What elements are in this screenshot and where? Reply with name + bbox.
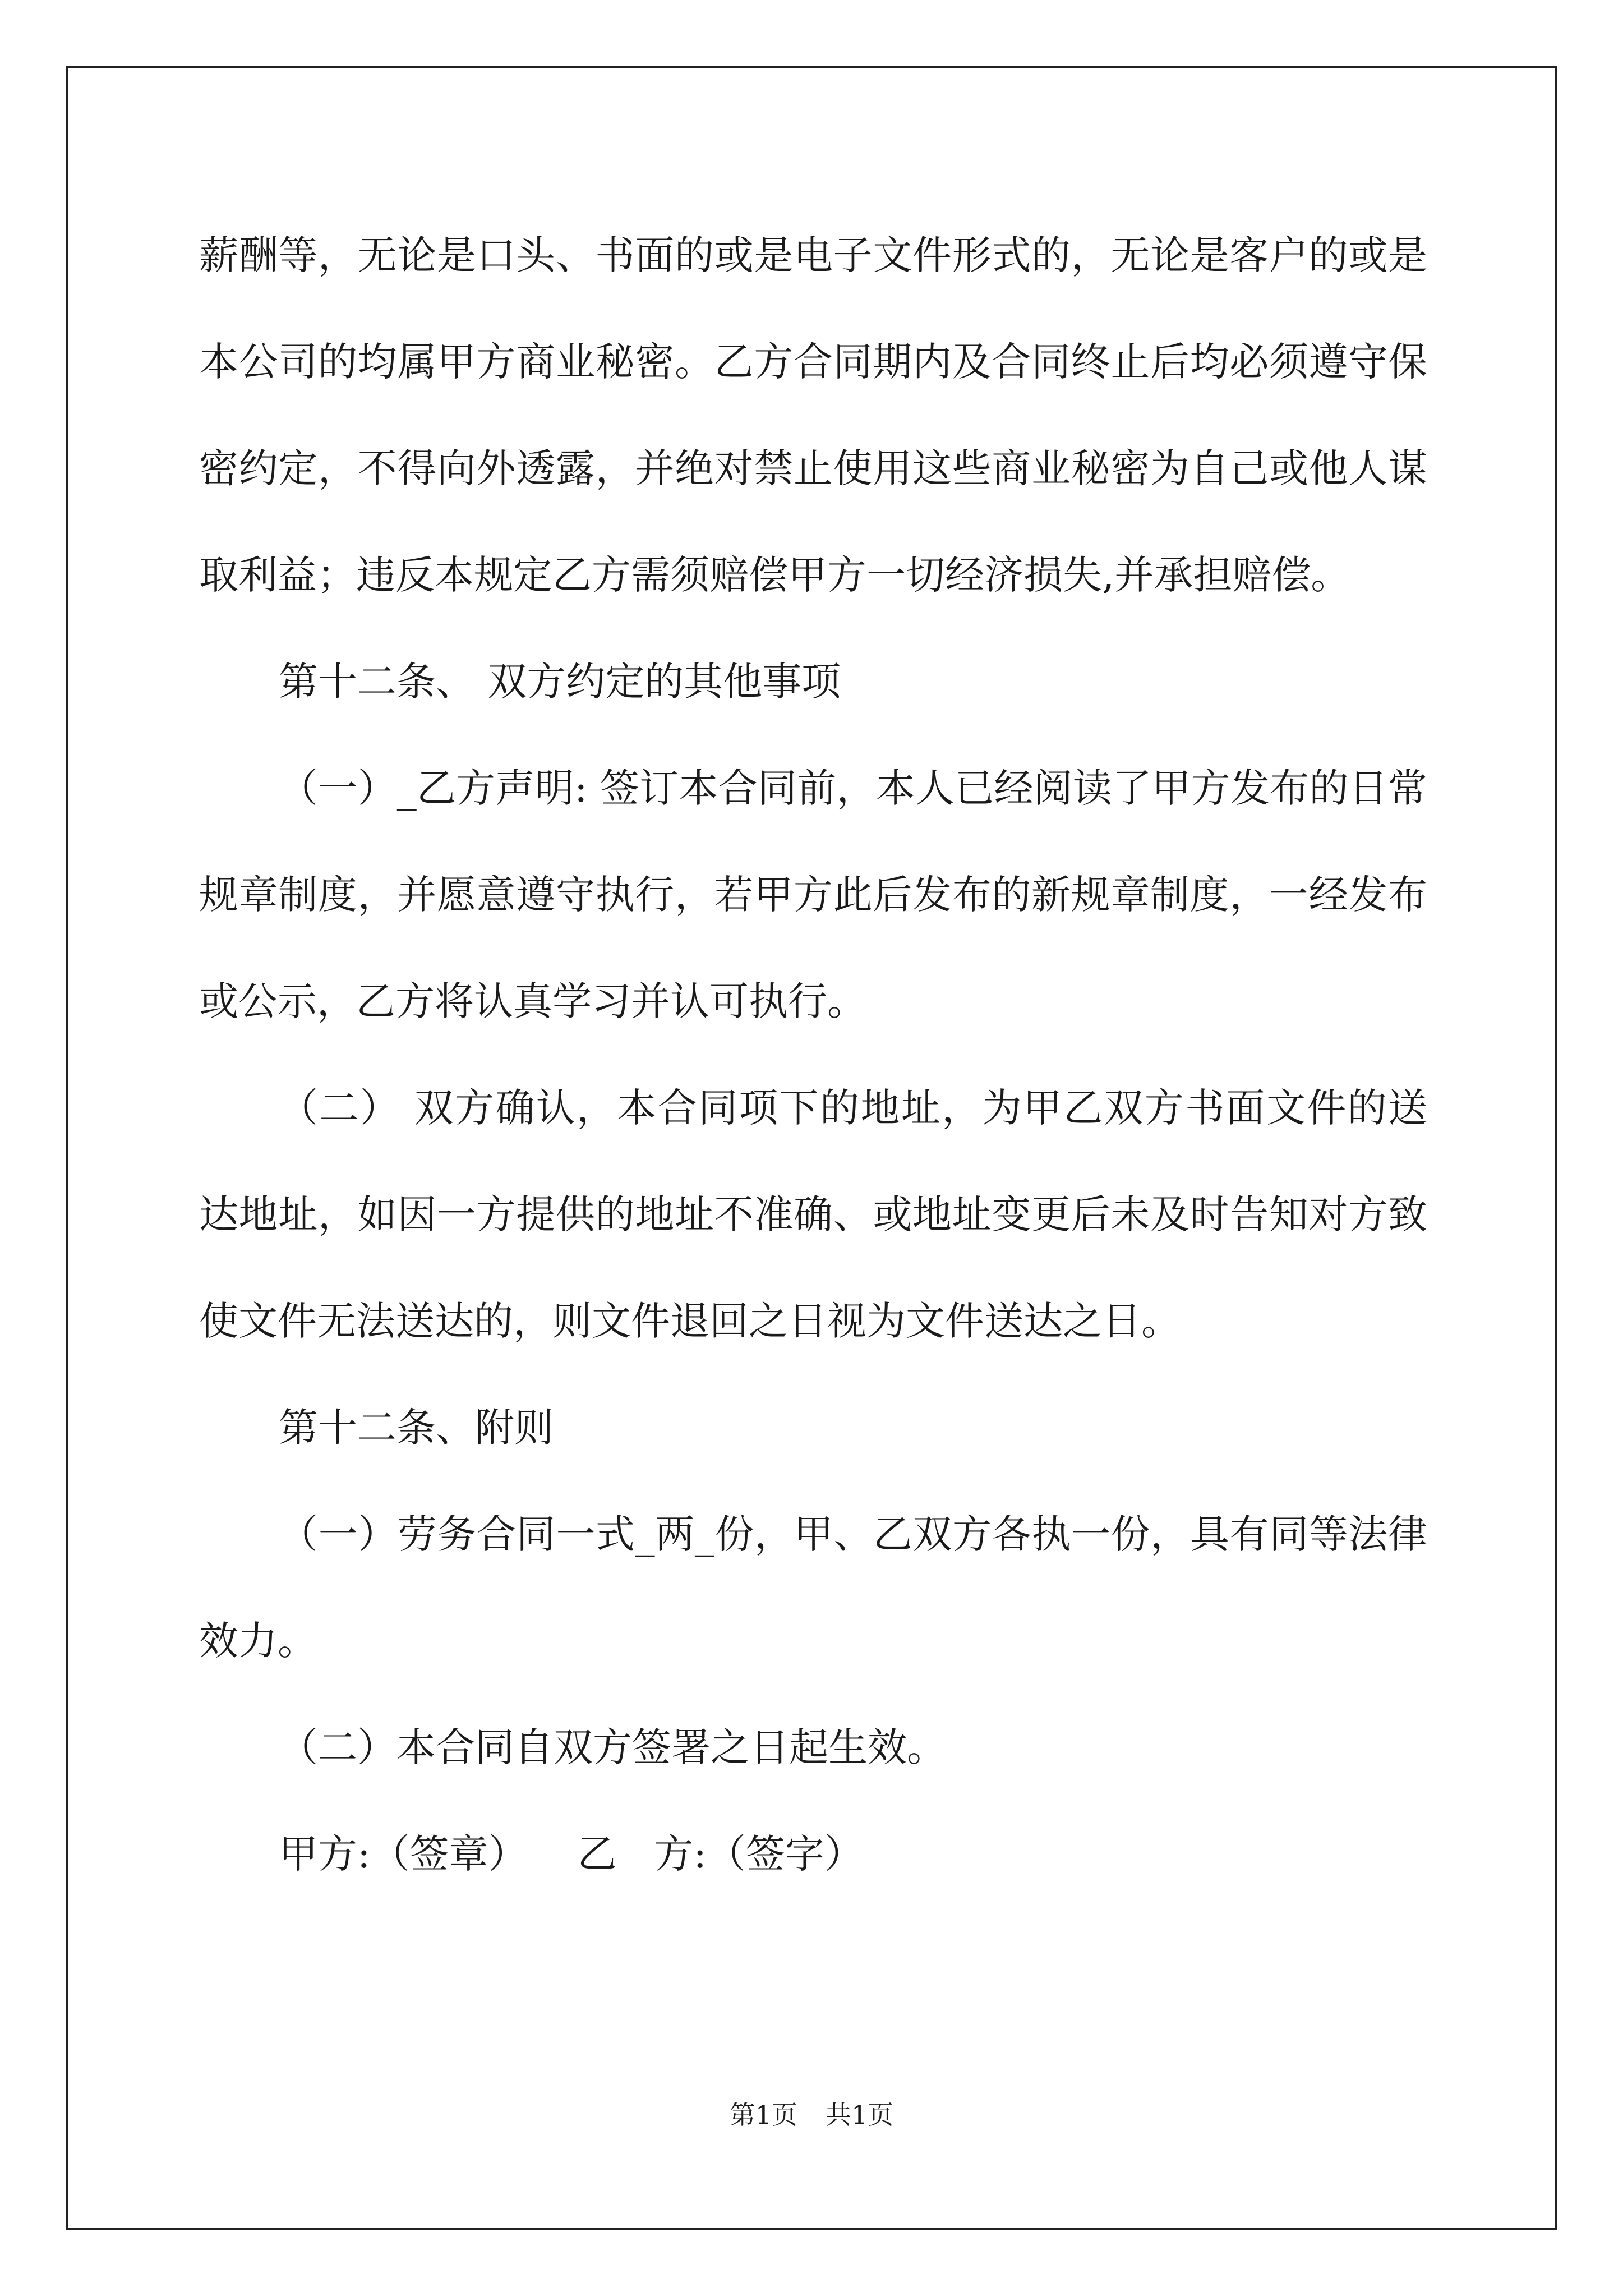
page-number-total: 共1页 [826, 2100, 894, 2130]
document-body [199, 202, 1427, 1907]
section-heading-supplementary: 第十二条、附则 [279, 1405, 554, 1451]
signature-line: 甲方:（签章） 乙 方:（签字） [279, 1831, 864, 1877]
paragraph-copies: （一）劳务合同一式_两_份，甲、乙双方各执一份，具有同等法律效力。 [199, 1511, 1427, 1664]
paragraph-confidentiality: 薪酬等，无论是口头、书面的或是电子文件形式的，无论是客户的或是本公司的均属甲方商业秘密。乙方合同期内及合同终止后均必须遵守保密约定，不得向外透露，并绝对禁止使用这些商业秘密为自己或他人谋取利益；违反本规定乙方需须赔偿甲方一切经济损失,并承担赔偿。 [199, 232, 1427, 598]
section-heading-other-matters: 第十二条、 双方约定的其他事项 [279, 659, 841, 705]
paragraph-effective-date: （二）本合同自双方签署之日起生效。 [279, 1724, 946, 1770]
page-footer [0, 2098, 1623, 2132]
page-number-current: 第1页 [729, 2100, 797, 2130]
paragraph-address-confirmation: （二） 双方确认，本合同项下的地址，为甲乙双方书面文件的送达地址，如因一方提供的地址不准确、或地址变更后未及时告知对方致使文件无法送达的，则文件退回之日视为文件送达之日。 [199, 1085, 1427, 1344]
paragraph-party-b-statement: （一）_乙方声明: 签订本合同前，本人已经阅读了甲方发布的日常规章制度，并愿意遵守执行，若甲方此后发布的新规章制度，一经发布或公示，乙方将认真学习并认可执行。 [199, 765, 1427, 1024]
